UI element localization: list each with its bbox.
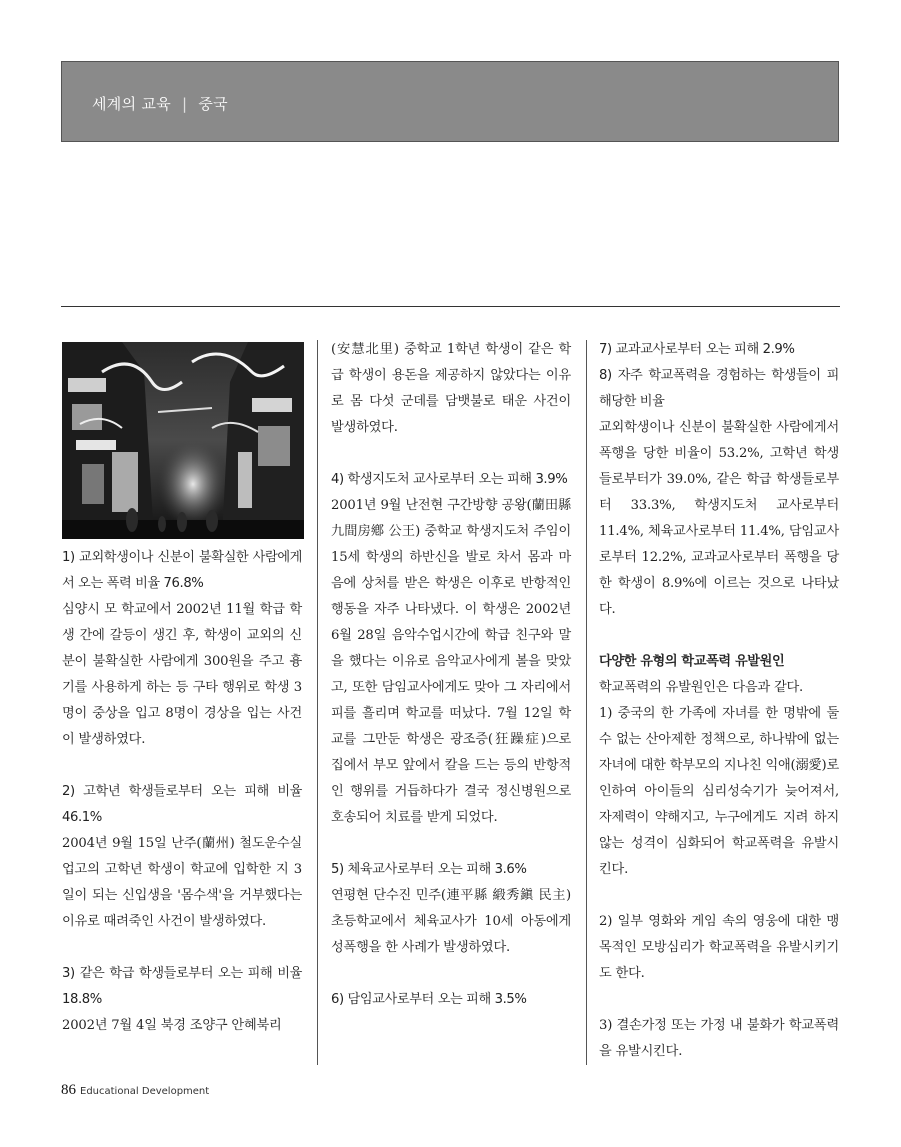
section-label: 세계의 교육 [92, 95, 172, 113]
subheading: 7) 교과교사로부터 오는 피해 2.9% [599, 342, 795, 357]
paragraph: 3) 결손가정 또는 가정 내 불화가 학교폭력을 유발시킨다. [599, 1018, 839, 1059]
paragraph: 2004년 9월 15일 난주(蘭州) 철도운수실업고의 고학년 학생이 학교에 입학한 지 3일이 되는 신입생을 '몸수색'을 거부했다는 이유로 때려죽인 사건이 발생하였다. [62, 836, 302, 929]
publication-name: Educational Development [80, 1086, 210, 1097]
subheading: 2) 고학년 학생들로부터 오는 피해 비율 46.1% [62, 784, 302, 825]
horizontal-rule [61, 306, 840, 307]
paragraph: 1) 중국의 한 가족에 자녀를 한 명밖에 둘 수 없는 산아제한 정책으로, 하나밖에 없는 자녀에 대한 학부모의 지나친 익애(溺愛)로 인하여 아이들의 심리성숙기가 늦어져서, 자제력이 약해지고, 누구에게도 지려 하지 않는 성격이 심화되어 학교폭력을 유발시킨다. [599, 706, 839, 877]
subheading: 5) 체육교사로부터 오는 피해 3.6% [331, 862, 527, 877]
paragraph: 학교폭력의 유발원인은 다음과 같다. [599, 680, 804, 695]
street-night-photo [62, 342, 304, 539]
country-label: 중국 [198, 95, 228, 113]
paragraph: 2001년 9월 난전현 구간방향 공왕(蘭田縣 九間房鄕 公王) 중학교 학생지도처 주임이 15세 학생의 하반신을 발로 차서 몸과 마음에 상처를 받은 학생은 이후로 반항적인 행동을 자주 나타냈다. 이 학생은 2002년 6월 28일 음악수업시간에 학급 친구와 말을 했다는 이유로 음악교사에게 볼을 맞았고, 또한 담임교사에게도 맞아 그 자리에서 피를 흘리며 학교를 떠났다. 7월 12일 학교를 그만둔 학생은 광조증(狂躁症)으로 집에서 부모 앞에서 칼을 드는 등의 반항적인 행위를 거듭하다가 결국 정신병원으로 호송되어 치료를 받게 되었다. [331, 498, 571, 825]
subheading: 3) 같은 학급 학생들로부터 오는 피해 비율 18.8% [62, 966, 302, 1007]
section-header-bar [61, 61, 839, 142]
paragraph: 교외학생이나 신분이 불확실한 사람에게서 폭행을 당한 비율이 53.2%, 고학년 학생들로부터가 39.0%, 같은 학급 학생들로부터 33.3%, 학생지도처 교사로부터 11.4%, 체육교사로부터 11.4%, 담임교사로부터 12.2%, 교과교사로부터 폭행을 당한 학생이 8.9%에 이르는 것으로 나타났다. [599, 420, 839, 617]
column-divider [317, 340, 318, 1065]
subheading: 4) 학생지도처 교사로부터 오는 피해 3.9% [331, 472, 568, 487]
page-footer [61, 1082, 209, 1099]
subheading: 1) 교외학생이나 신분이 불확실한 사람에게서 오는 폭력 비율 76.8% [62, 550, 302, 591]
paragraph: (安慧北里) 중학교 1학년 학생이 같은 학급 학생이 용돈을 제공하지 않았다는 이유로 몸 다섯 군데를 담뱃불로 태운 사건이 발생하였다. [331, 342, 571, 435]
paragraph: 연평현 단수진 민주(連平縣 緞秀鎭 民主) 초등학교에서 체육교사가 10세 아동에게 성폭행을 한 사례가 발생하였다. [331, 888, 571, 955]
subheading: 6) 담임교사로부터 오는 피해 3.5% [331, 992, 527, 1007]
section-header-title [92, 93, 228, 114]
page-number: 86 [61, 1082, 76, 1098]
column-divider [586, 340, 587, 1065]
paragraph: 2) 일부 영화와 게임 속의 영웅에 대한 맹목적인 모방심리가 학교폭력을 유발시키기도 한다. [599, 914, 839, 981]
text-column-2 [331, 337, 571, 1013]
section-heading: 다양한 유형의 학교폭력 유발원인 [599, 654, 785, 669]
paragraph: 2002년 7월 4일 북경 조양구 안혜북리 [62, 1018, 282, 1033]
paragraph: 심양시 모 학교에서 2002년 11월 학급 학생 간에 갈등이 생긴 후, 학생이 교외의 신분이 불확실한 사람에게 300원을 주고 흉기를 사용하게 하는 등 구타 행위로 학생 3명이 중상을 입고 8명이 경상을 입는 사건이 발생하였다. [62, 602, 302, 747]
header-separator: | [182, 95, 188, 113]
text-column-3 [599, 337, 839, 1065]
subheading: 8) 자주 학교폭력을 경험하는 학생들이 피해당한 비율 [599, 368, 839, 409]
